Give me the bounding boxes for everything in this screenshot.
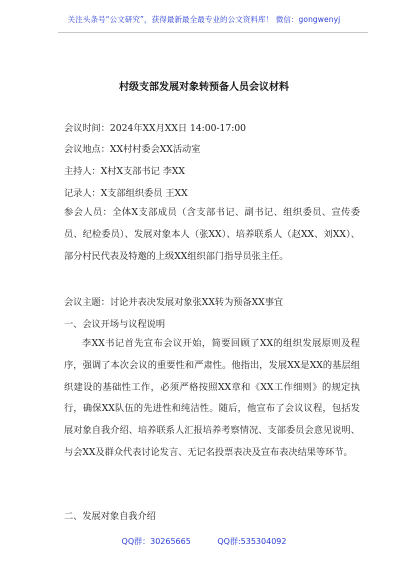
section-1-body: 李XX书记首先宣布会议开始，简要回顾了XX的组织发展原则及程序，强调了本次会议的重要性和严肃性。他指出，发展XX是XX的基层组织建设的基础性工作，必须严格按照XX章和《XX工作细则》的规定执行，确保XX队伍的先进性和纯洁性。随后，他宣布了会议议程，包括发展对象自我介绍、培养联系人汇报培养考察情况、支部委员会意见说明、与会XX及群众代表讨论发言、无记名投票表决及宣布表决结果等环节。 (64, 338, 360, 458)
meeting-place: 会议地点：XX村村委会XX活动室 (64, 144, 201, 155)
header-divider (58, 32, 368, 33)
meeting-topic: 会议主题：讨论并表决发展对象张XX转为预备XX事宜 (64, 297, 284, 308)
meeting-host: 主持人：X村X支部书记 李XX (64, 166, 185, 177)
footer-qq-group-2: QQ群:535304092 (217, 537, 287, 546)
footer (0, 536, 408, 547)
section-2-heading: 二、发展对象自我介绍 (64, 511, 156, 522)
section-1-heading: 一、会议开场与议程说明 (64, 319, 166, 330)
footer-qq-group-1: QQ群：30265665 (121, 537, 191, 546)
header-notice: 关注头条号“公文研究”，获得最新最全最专业的公文资料库！ 微信：gongwenyj (67, 15, 341, 24)
attendees-paragraph: 参会人员：全体X支部成员（含支部书记、副书记、组织委员、宣传委员、纪检委员）、发展对象本人（张XX）、培养联系人（赵XX、刘XX）、部分村民代表及特邀的上级XX组织部门指导员张主任。 (64, 207, 360, 262)
meeting-time: 会议时间：2024年XX月XX日 14:00-17:00 (64, 123, 247, 134)
document-title: 村级支部发展对象转预备人员会议材料 (119, 82, 289, 93)
meeting-recorder: 记录人：X支部组织委员 王XX (64, 188, 188, 199)
